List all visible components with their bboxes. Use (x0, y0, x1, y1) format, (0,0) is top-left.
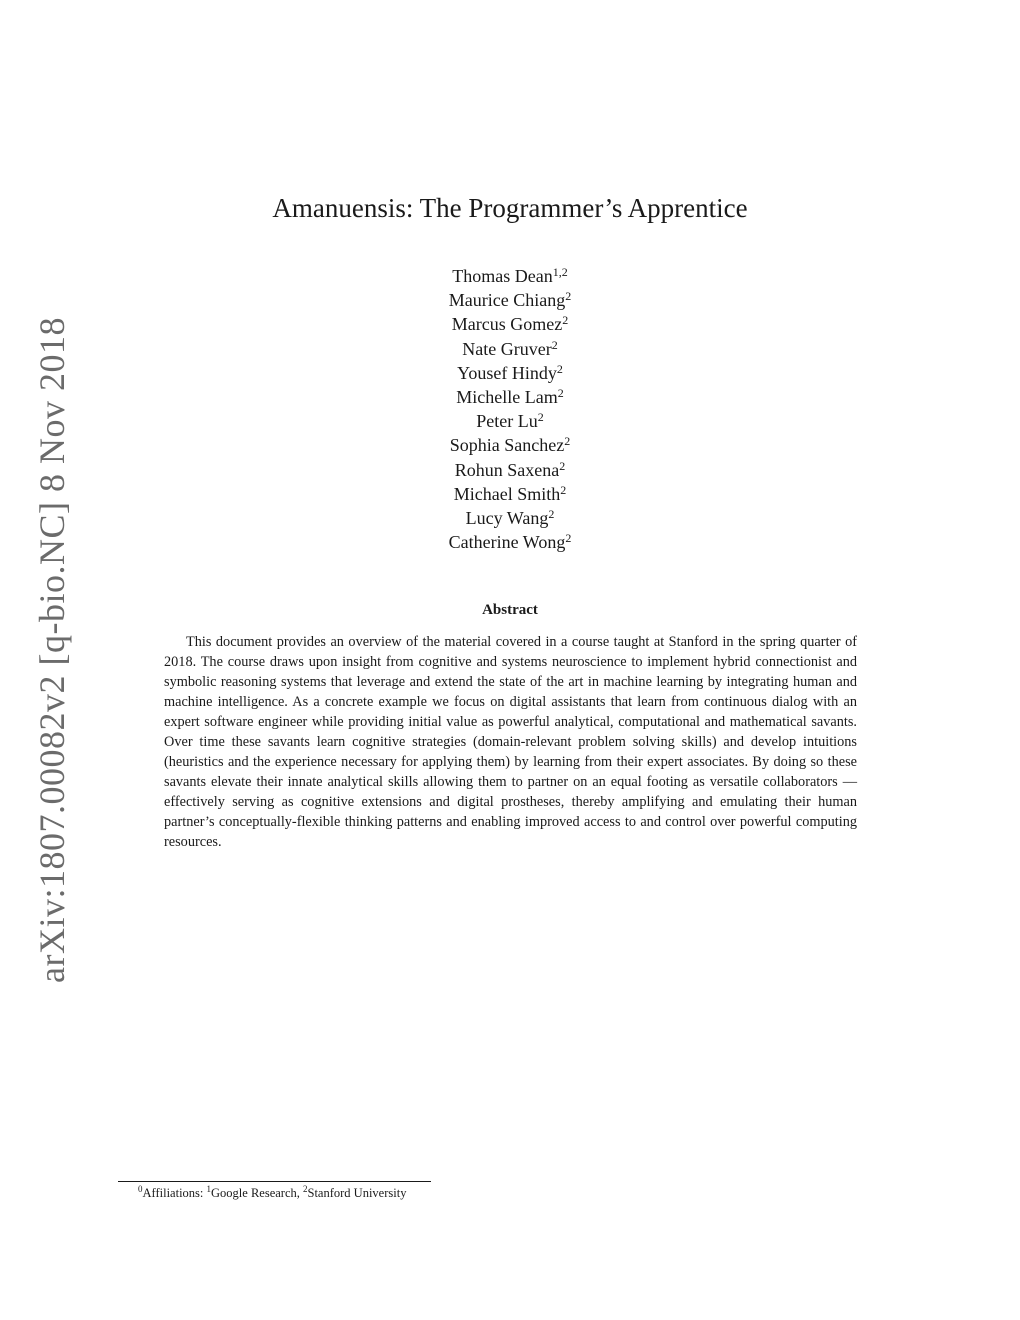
author-name: Maurice Chiang (448, 290, 566, 311)
author-affiliation-mark: 2 (537, 410, 544, 425)
author (0, 506, 1020, 530)
paper-title: Amanuensis: The Programmer’s Apprentice (272, 193, 748, 223)
author-affiliation-mark: 2 (560, 482, 567, 497)
author (0, 288, 1020, 312)
author-affiliation-mark: 2 (562, 313, 569, 328)
author-name: Catherine Wong (448, 532, 566, 553)
author-name: Rohun Saxena (454, 459, 560, 480)
abstract-text: This document provides an overview of the material covered in a course taught at Stanford in the spring quarter of 2018. The course draws upon insight from cognitive and systems neuroscience to implement hybrid connectionist and symbolic reasoning systems that leverage and extend the state of the art in machine learning by integrating human and machine intelligence. As a concrete example we focus on digital assistants that learn from continuous dialog with an expert software engineer while providing initial value as powerful analytical, computational and mathematical savants. Over time these savants learn cognitive strategies (domain-relevant problem solving skills) and develop intuitions (heuristics and the experience necessary for applying them) by learning from their expert associates. By doing so these savants elevate their innate analytical skills allowing them to partner on an equal footing as versatile collaborators — effectively serving as cognitive extensions and digital prostheses, thereby amplifying and emulating their human partner’s conceptually-flexible thinking patterns and enabling improved access to and control over powerful computing resources. (164, 634, 857, 850)
author-name: Yousef Hindy (457, 362, 557, 383)
footnote-affiliations (138, 1186, 406, 1201)
author-name: Michelle Lam (456, 387, 558, 408)
author-name: Marcus Gomez (451, 314, 563, 335)
author (0, 530, 1020, 554)
author-affiliation-mark: 2 (557, 386, 564, 401)
author (0, 264, 1020, 288)
author (0, 337, 1020, 361)
footnote-rule (118, 1181, 431, 1182)
author-name: Nate Gruver (462, 338, 552, 359)
author (0, 312, 1020, 336)
author-name: Sophia Sanchez (449, 435, 565, 456)
author-affiliation-mark: 2 (564, 434, 571, 449)
affiliation-mark-1: 1 (206, 1184, 212, 1194)
arxiv-identifier: arXiv:1807.00082v2 [q-bio.NC] 8 Nov 2018 (32, 317, 72, 983)
author (0, 482, 1020, 506)
author (0, 361, 1020, 385)
author (0, 409, 1020, 433)
author-list (0, 264, 1020, 554)
author-name: Michael Smith (453, 483, 561, 504)
author (0, 458, 1020, 482)
footnote-mark: 0 (138, 1184, 143, 1194)
affiliation-stanford: Stanford University (307, 1186, 407, 1200)
author-name: Peter Lu (476, 411, 538, 432)
footnote-label: Affiliations: (142, 1186, 207, 1200)
author-affiliation-mark: 2 (556, 361, 563, 376)
author-affiliation-mark: 1,2 (552, 265, 568, 279)
author-name: Thomas Dean (452, 266, 553, 286)
affiliation-google: Google Research, (211, 1186, 303, 1200)
author (0, 385, 1020, 409)
author (0, 433, 1020, 457)
author-affiliation-mark: 2 (551, 337, 558, 352)
author-affiliation-mark: 2 (548, 507, 555, 522)
author-name: Lucy Wang (465, 508, 549, 529)
affiliation-mark-2: 2 (303, 1184, 308, 1194)
author-affiliation-mark: 2 (565, 531, 572, 546)
author-affiliation-mark: 2 (565, 289, 572, 304)
abstract-heading: Abstract (482, 602, 538, 618)
author-affiliation-mark: 2 (559, 458, 566, 473)
